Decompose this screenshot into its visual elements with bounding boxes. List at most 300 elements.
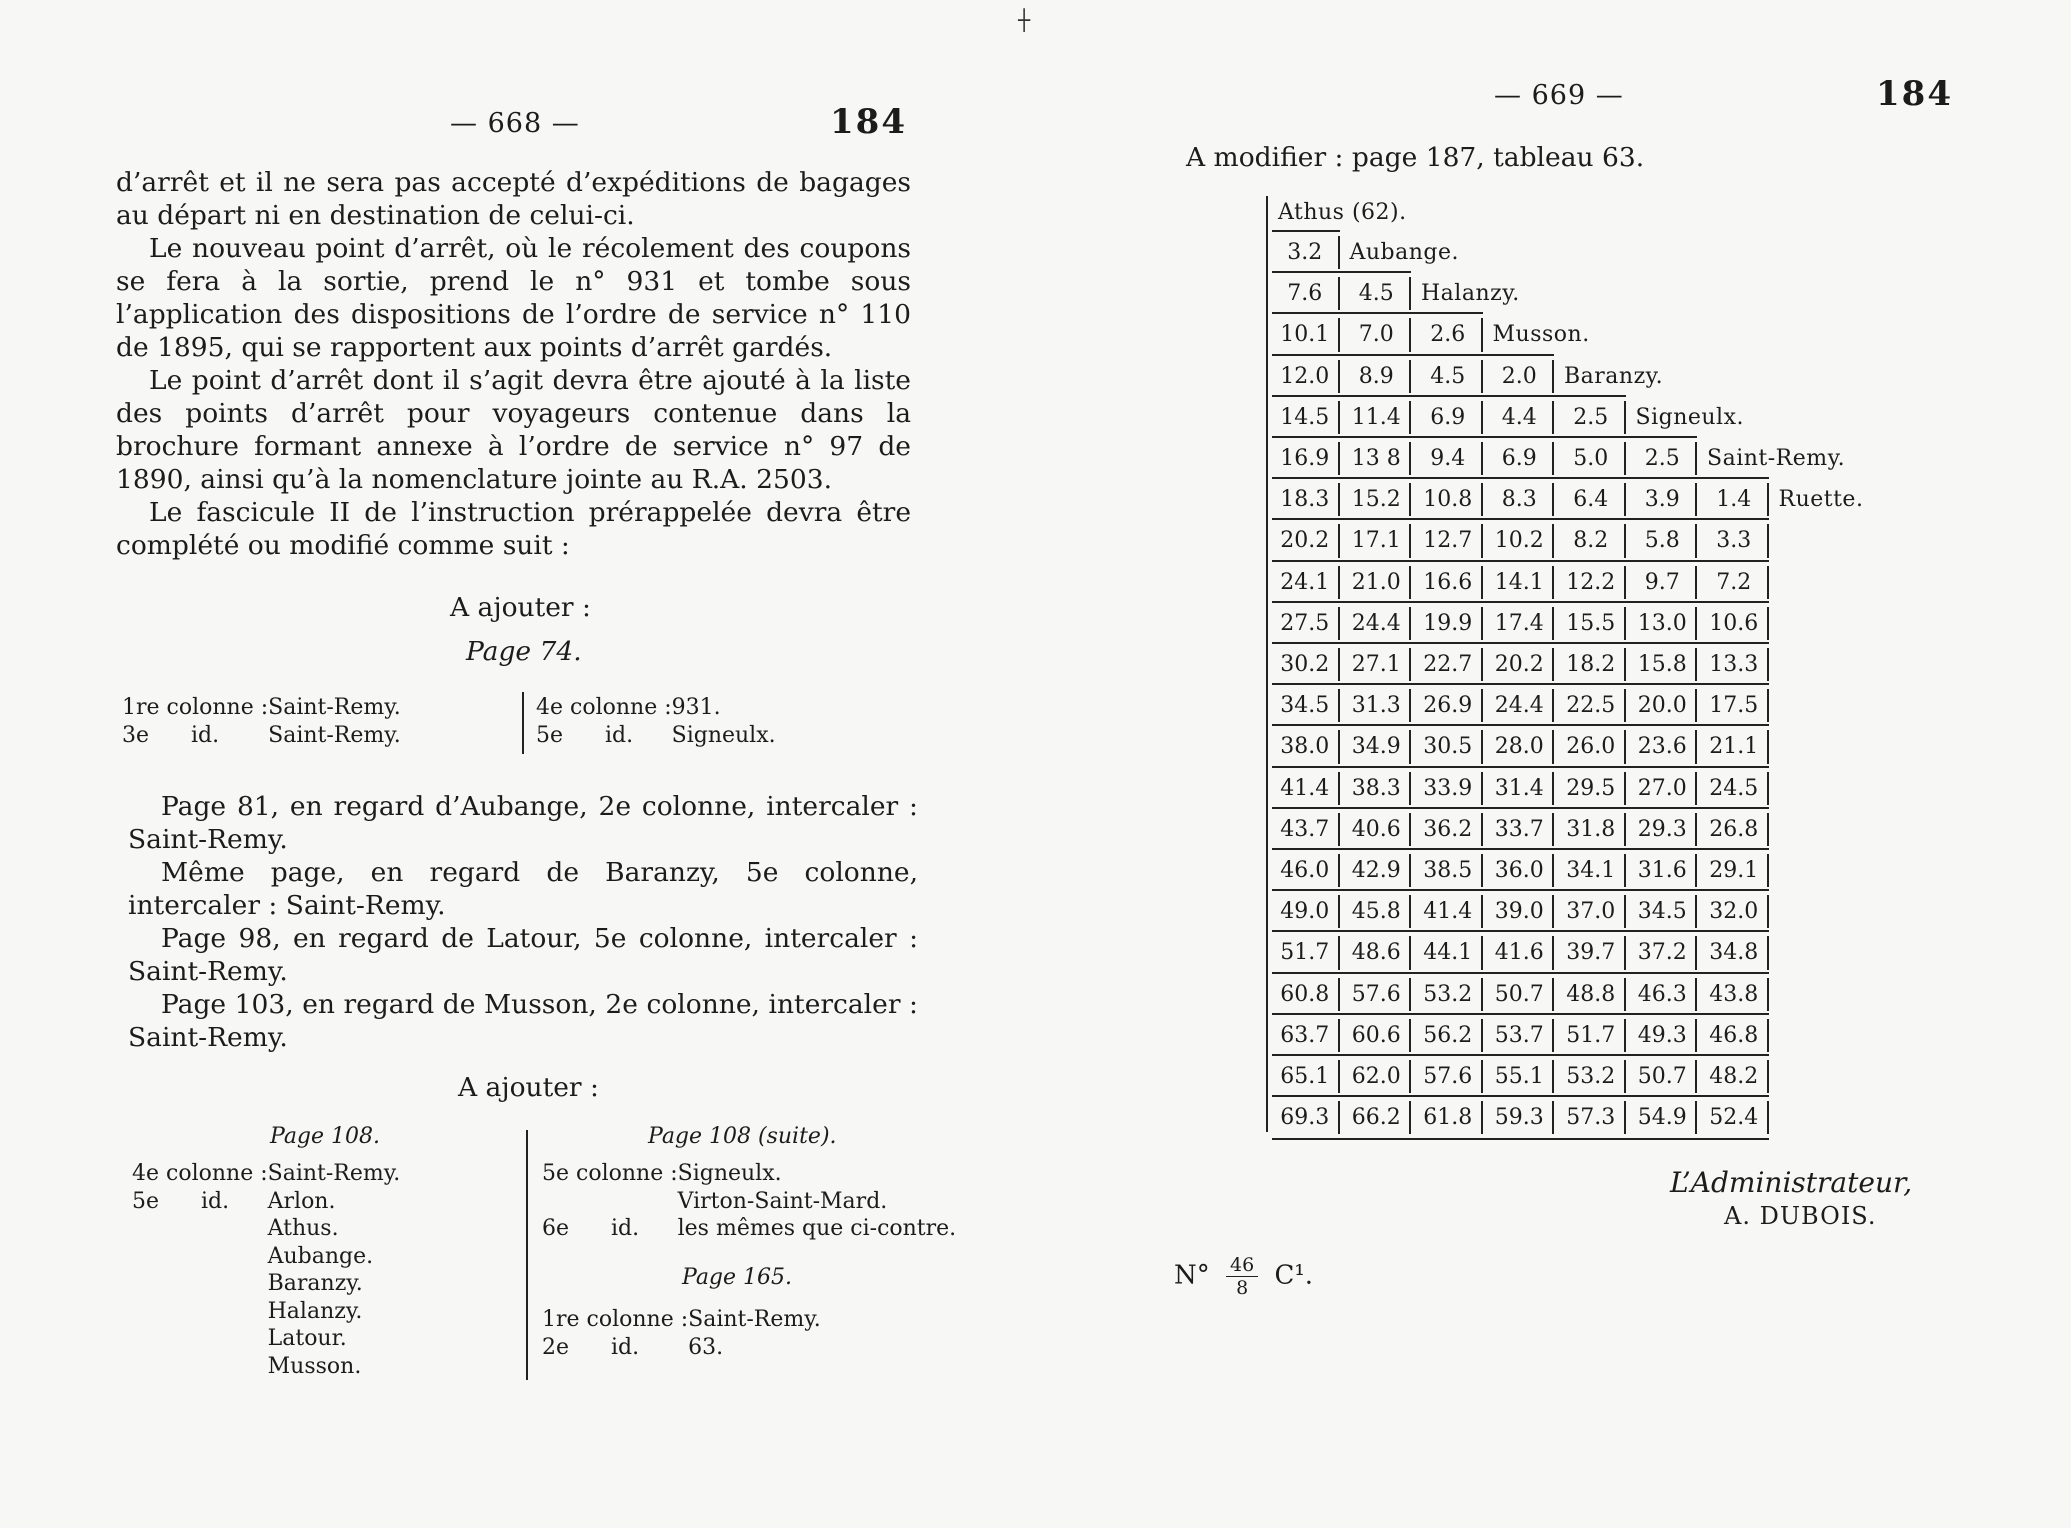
cell-rule bbox=[1767, 813, 1769, 846]
entry-value: Baranzy. bbox=[267, 1271, 363, 1296]
section2-heading: A ajouter : bbox=[458, 1072, 599, 1103]
cell-rule bbox=[1338, 936, 1340, 969]
distance-cell: 29.3 bbox=[1637, 816, 1687, 842]
right-doc-number: 184 bbox=[1876, 74, 1953, 114]
entry-table bbox=[542, 1306, 821, 1361]
distance-cell: 34.5 bbox=[1280, 693, 1330, 719]
entry-table bbox=[536, 694, 776, 749]
distance-cell: 41.4 bbox=[1280, 775, 1330, 801]
entry-column: 5e colonne : bbox=[542, 1161, 678, 1186]
distance-cell: 10.1 bbox=[1280, 322, 1330, 348]
cell-rule bbox=[1338, 483, 1340, 516]
distance-cell: 5.8 bbox=[1644, 528, 1680, 554]
cell-rule bbox=[1624, 524, 1626, 557]
distance-cell: 34.8 bbox=[1709, 940, 1759, 966]
distance-cell: 59.3 bbox=[1494, 1105, 1544, 1131]
distance-cell: 23.6 bbox=[1637, 734, 1687, 760]
row-rule bbox=[1272, 560, 1769, 562]
entry-value: Arlon. bbox=[267, 1188, 336, 1214]
cell-rule bbox=[1481, 978, 1483, 1011]
distance-cell: 49.3 bbox=[1637, 1022, 1687, 1048]
distance-cell: 42.9 bbox=[1351, 858, 1401, 883]
ref-fraction bbox=[1226, 1254, 1258, 1299]
distance-cell: 13.0 bbox=[1637, 610, 1687, 636]
cell-rule bbox=[1767, 566, 1769, 599]
cell-rule bbox=[1552, 1101, 1554, 1134]
cell-rule bbox=[1552, 772, 1554, 805]
cell-rule bbox=[1695, 895, 1697, 928]
row-rule bbox=[1272, 601, 1769, 603]
cell-rule bbox=[1624, 730, 1626, 763]
table-heading: A modifier : page 187, tableau 63. bbox=[1186, 142, 1645, 173]
distance-cell: 20.0 bbox=[1637, 693, 1687, 719]
distance-cell: 51.7 bbox=[1566, 1022, 1616, 1048]
distance-cell: 7.0 bbox=[1358, 322, 1394, 348]
row-rule bbox=[1272, 642, 1769, 644]
cell-rule bbox=[1409, 401, 1411, 434]
row-rule bbox=[1272, 1013, 1769, 1015]
distance-cell: 4.5 bbox=[1430, 363, 1466, 389]
distance-cell: 38.5 bbox=[1423, 858, 1473, 883]
entry-column: 4e colonne : bbox=[536, 695, 672, 720]
paragraph: d’arrêt et il ne sera pas accepté d’expéditions de bagages au départ ni en destination de celui-ci. bbox=[116, 167, 911, 231]
table-border-left bbox=[1266, 196, 1268, 1132]
distance-cell: 12.0 bbox=[1280, 363, 1330, 389]
distance-cell: 26.8 bbox=[1709, 816, 1759, 842]
entry-value: Saint-Remy. bbox=[268, 695, 401, 720]
paragraph: Le point d’arrêt dont il s’agit devra être ajouté à la liste des points d’arrêt pour voyageurs contenue dans la brochure formant annexe à l’ordre de service n° 97 de 1890, ainsi qu’à la nomenclature jointe au R.A. 2503. bbox=[116, 365, 911, 495]
entry-value: Latour. bbox=[267, 1326, 347, 1351]
distance-cell: 50.7 bbox=[1494, 981, 1544, 1007]
cell-rule bbox=[1552, 730, 1554, 763]
distance-cell: 7.6 bbox=[1287, 281, 1323, 307]
distance-cell: 60.6 bbox=[1351, 1022, 1401, 1048]
distance-cell: 5.0 bbox=[1573, 446, 1609, 471]
ref-numerator: 46 bbox=[1226, 1254, 1258, 1277]
distance-cell: 38.3 bbox=[1351, 775, 1401, 801]
cell-rule bbox=[1409, 442, 1411, 475]
distance-cell: 62.0 bbox=[1351, 1064, 1401, 1089]
row-rule bbox=[1272, 848, 1769, 850]
distance-cell: 19.9 bbox=[1423, 610, 1473, 636]
cell-rule bbox=[1767, 524, 1769, 557]
cell-rule bbox=[1338, 566, 1340, 599]
entry-row bbox=[542, 1215, 956, 1243]
signature-title: L’Administrateur, bbox=[1670, 1166, 1913, 1199]
section1-heading: A ajouter : bbox=[450, 592, 591, 623]
cell-rule bbox=[1481, 1060, 1483, 1093]
distance-cell: 31.8 bbox=[1566, 816, 1616, 842]
entry-value: Saint-Remy. bbox=[688, 1307, 821, 1332]
distance-cell: 2.5 bbox=[1644, 446, 1680, 471]
entry-row bbox=[542, 1334, 821, 1362]
cell-rule bbox=[1338, 318, 1340, 351]
cell-rule bbox=[1695, 566, 1697, 599]
distance-cell: 14.5 bbox=[1280, 404, 1330, 430]
distance-cell: 6.9 bbox=[1430, 404, 1466, 430]
cell-rule bbox=[1338, 524, 1340, 557]
cell-rule bbox=[1767, 854, 1769, 887]
intercaler-text bbox=[128, 790, 918, 1054]
row-rule bbox=[1272, 766, 1769, 768]
row-rule bbox=[1272, 312, 1483, 314]
cell-rule bbox=[1409, 360, 1411, 393]
cell-rule bbox=[1552, 401, 1554, 434]
entry-table bbox=[132, 1160, 400, 1380]
entry-column: 6e id. bbox=[542, 1216, 640, 1241]
row-rule bbox=[1272, 436, 1697, 438]
cell-rule bbox=[1409, 318, 1411, 351]
distance-cell: 48.2 bbox=[1709, 1064, 1759, 1089]
row-rule bbox=[1272, 230, 1340, 232]
row-rule bbox=[1272, 1054, 1769, 1056]
paragraph: Même page, en regard de Baranzy, 5e colonne, intercaler : Saint-Remy. bbox=[128, 857, 918, 921]
section2-divider bbox=[526, 1130, 528, 1380]
row-rule bbox=[1272, 807, 1769, 809]
distance-cell: 27.5 bbox=[1280, 610, 1330, 636]
distance-cell: 38.0 bbox=[1280, 734, 1330, 760]
row-rule bbox=[1272, 683, 1769, 685]
cell-rule bbox=[1552, 442, 1554, 475]
distance-cell: 69.3 bbox=[1280, 1105, 1330, 1131]
distance-cell: 46.8 bbox=[1709, 1022, 1759, 1048]
entry-column: 4e colonne : bbox=[132, 1161, 268, 1186]
station-name: Halanzy. bbox=[1421, 281, 1520, 307]
distance-cell: 11.4 bbox=[1351, 404, 1401, 430]
distance-cell: 57.6 bbox=[1351, 981, 1401, 1007]
distance-cell: 32.0 bbox=[1709, 899, 1759, 925]
cell-rule bbox=[1695, 1060, 1697, 1093]
distance-cell: 30.2 bbox=[1280, 652, 1330, 677]
distance-cell: 39.7 bbox=[1566, 940, 1616, 966]
cell-rule bbox=[1552, 607, 1554, 640]
distance-cell: 65.1 bbox=[1280, 1064, 1330, 1089]
distance-cell: 26.0 bbox=[1566, 734, 1616, 760]
distance-cell: 24.4 bbox=[1494, 693, 1544, 719]
cell-rule bbox=[1695, 648, 1697, 681]
station-name: Ruette. bbox=[1778, 487, 1864, 513]
cell-rule bbox=[1481, 895, 1483, 928]
cell-rule bbox=[1338, 895, 1340, 928]
distance-cell: 17.5 bbox=[1709, 693, 1759, 719]
distance-cell: 39.0 bbox=[1494, 899, 1544, 925]
distance-cell: 36.0 bbox=[1494, 858, 1544, 883]
entry-column bbox=[132, 1298, 268, 1326]
entry-column bbox=[132, 1353, 268, 1381]
cell-rule bbox=[1338, 607, 1340, 640]
distance-cell: 12.7 bbox=[1423, 528, 1473, 554]
cell-rule bbox=[1409, 607, 1411, 640]
distance-cell: 15.8 bbox=[1637, 652, 1687, 677]
entry-row bbox=[132, 1353, 400, 1381]
entry-value: Saint-Remy. bbox=[267, 1161, 401, 1186]
entry-value: Athus. bbox=[267, 1216, 339, 1241]
cell-rule bbox=[1481, 648, 1483, 681]
cell-rule bbox=[1624, 1060, 1626, 1093]
cell-rule bbox=[1552, 854, 1554, 887]
distance-cell: 16.9 bbox=[1280, 446, 1330, 471]
cell-rule bbox=[1409, 524, 1411, 557]
distance-cell: 3.3 bbox=[1716, 528, 1752, 554]
distance-cell: 15.2 bbox=[1351, 487, 1401, 513]
entry-row bbox=[132, 1160, 400, 1188]
entry-row bbox=[132, 1298, 400, 1326]
distance-cell: 40.6 bbox=[1351, 816, 1401, 842]
entry-row bbox=[536, 722, 776, 750]
distance-cell: 55.1 bbox=[1494, 1064, 1544, 1089]
cell-rule bbox=[1481, 854, 1483, 887]
entry-column: 5e id. bbox=[536, 722, 634, 748]
distance-cell: 21.0 bbox=[1351, 569, 1401, 595]
cell-rule bbox=[1338, 360, 1340, 393]
row-rule bbox=[1272, 518, 1769, 520]
entry-row bbox=[132, 1270, 400, 1298]
distance-cell: 8.2 bbox=[1573, 528, 1609, 554]
cell-rule bbox=[1695, 772, 1697, 805]
entry-value: 931. bbox=[671, 695, 721, 720]
distance-cell: 60.8 bbox=[1280, 981, 1330, 1007]
cell-rule bbox=[1767, 936, 1769, 969]
cell-rule bbox=[1338, 401, 1340, 434]
entry-value: Virton-Saint-Mard. bbox=[677, 1188, 888, 1214]
distance-cell: 21.1 bbox=[1709, 734, 1759, 760]
cell-rule bbox=[1695, 936, 1697, 969]
cell-rule bbox=[1481, 813, 1483, 846]
cell-rule bbox=[1409, 1101, 1411, 1134]
cell-rule bbox=[1695, 978, 1697, 1011]
distance-cell: 29.1 bbox=[1709, 858, 1759, 883]
distance-cell: 16.6 bbox=[1423, 569, 1473, 595]
entry-row bbox=[132, 1243, 400, 1271]
distance-cell: 20.2 bbox=[1494, 652, 1544, 677]
entry-row bbox=[132, 1215, 400, 1243]
distance-cell: 63.7 bbox=[1280, 1022, 1330, 1048]
cell-rule bbox=[1552, 689, 1554, 722]
cell-rule bbox=[1767, 730, 1769, 763]
cell-rule bbox=[1481, 689, 1483, 722]
cell-rule bbox=[1552, 483, 1554, 516]
row-rule bbox=[1272, 972, 1769, 974]
cell-rule bbox=[1338, 442, 1340, 475]
distance-cell: 37.0 bbox=[1566, 899, 1616, 925]
intro-text bbox=[116, 166, 911, 562]
cell-rule bbox=[1624, 978, 1626, 1011]
cell-rule bbox=[1552, 648, 1554, 681]
distance-cell: 24.1 bbox=[1280, 569, 1330, 595]
distance-cell: 15.5 bbox=[1566, 610, 1616, 636]
cell-rule bbox=[1624, 895, 1626, 928]
cell-rule bbox=[1481, 483, 1483, 516]
distance-cell: 49.0 bbox=[1280, 899, 1330, 925]
entry-column: 3e id. bbox=[122, 722, 220, 748]
distance-cell: 46.0 bbox=[1280, 858, 1330, 883]
crop-mark: ┼ bbox=[1018, 8, 1031, 32]
cell-rule bbox=[1338, 1019, 1340, 1052]
paragraph: Le nouveau point d’arrêt, où le récolement des coupons se fera à la sortie, prend le n° 931 et tombe sous l’application des dispositions de l’ordre de service n° 110 de 1895, qui se rapportent aux points d’arrêt gardés. bbox=[116, 233, 911, 363]
distance-cell: 41.6 bbox=[1494, 940, 1544, 966]
entry-value: Signeulx. bbox=[671, 722, 776, 748]
distance-cell: 33.7 bbox=[1494, 816, 1544, 842]
cell-rule bbox=[1409, 936, 1411, 969]
entry-column: 1re colonne : bbox=[542, 1307, 689, 1332]
cell-rule bbox=[1481, 442, 1483, 475]
entry-row bbox=[122, 722, 401, 750]
cell-rule bbox=[1409, 772, 1411, 805]
cell-rule bbox=[1624, 772, 1626, 805]
cell-rule bbox=[1695, 854, 1697, 887]
cell-rule bbox=[1624, 813, 1626, 846]
section1-right-entries bbox=[536, 694, 776, 749]
distance-cell: 6.9 bbox=[1501, 446, 1537, 471]
cell-rule bbox=[1552, 978, 1554, 1011]
cell-rule bbox=[1481, 401, 1483, 434]
station-name: Saint-Remy. bbox=[1707, 446, 1846, 471]
cell-rule bbox=[1481, 318, 1483, 351]
cell-rule bbox=[1338, 1101, 1340, 1134]
cell-rule bbox=[1767, 689, 1769, 722]
distance-cell: 34.5 bbox=[1637, 899, 1687, 925]
row-rule bbox=[1272, 930, 1769, 932]
cell-rule bbox=[1338, 978, 1340, 1011]
cell-rule bbox=[1409, 730, 1411, 763]
distance-cell: 46.3 bbox=[1637, 981, 1687, 1007]
row-rule bbox=[1272, 477, 1769, 479]
paragraph: Page 81, en regard d’Aubange, 2e colonne, intercaler : Saint-Remy. bbox=[128, 791, 918, 855]
entry-value: Signeulx. bbox=[677, 1161, 782, 1186]
entry-column bbox=[542, 1188, 678, 1216]
right-page-number: — 669 — bbox=[1494, 80, 1624, 111]
distance-cell: 34.1 bbox=[1566, 858, 1616, 883]
cell-rule bbox=[1409, 978, 1411, 1011]
distance-cell: 53.2 bbox=[1423, 981, 1473, 1007]
distance-cell: 2.0 bbox=[1501, 363, 1537, 389]
distance-cell: 13 8 bbox=[1351, 446, 1401, 471]
distance-cell: 57.3 bbox=[1566, 1105, 1616, 1131]
cell-rule bbox=[1624, 483, 1626, 516]
section1-left-entries bbox=[122, 694, 401, 749]
distance-cell: 3.2 bbox=[1287, 240, 1323, 265]
distance-cell: 14.1 bbox=[1494, 569, 1544, 595]
cell-rule bbox=[1338, 236, 1340, 269]
cell-rule bbox=[1695, 483, 1697, 516]
cell-rule bbox=[1767, 607, 1769, 640]
cell-rule bbox=[1552, 1060, 1554, 1093]
entry-column: 1re colonne : bbox=[122, 695, 269, 720]
distance-cell: 24.4 bbox=[1351, 610, 1401, 636]
cell-rule bbox=[1624, 854, 1626, 887]
distance-cell: 66.2 bbox=[1351, 1105, 1401, 1131]
distance-cell: 48.8 bbox=[1566, 981, 1616, 1007]
distance-cell: 17.1 bbox=[1351, 528, 1401, 554]
distance-cell: 2.6 bbox=[1430, 322, 1466, 348]
cell-rule bbox=[1481, 772, 1483, 805]
cell-rule bbox=[1767, 772, 1769, 805]
cell-rule bbox=[1695, 730, 1697, 763]
entry-row bbox=[542, 1188, 956, 1216]
entry-column bbox=[132, 1215, 268, 1243]
entry-column: 5e id. bbox=[132, 1188, 230, 1214]
distance-cell: 26.9 bbox=[1423, 693, 1473, 719]
cell-rule bbox=[1624, 1019, 1626, 1052]
cell-rule bbox=[1409, 689, 1411, 722]
entry-value: Musson. bbox=[267, 1353, 362, 1379]
distance-cell: 4.5 bbox=[1358, 281, 1394, 307]
section2-right-title: Page 108 (suite). bbox=[648, 1124, 837, 1149]
distance-cell: 61.8 bbox=[1423, 1105, 1473, 1131]
cell-rule bbox=[1624, 566, 1626, 599]
cell-rule bbox=[1409, 1060, 1411, 1093]
distance-cell: 31.4 bbox=[1494, 775, 1544, 801]
entry-row bbox=[536, 694, 776, 722]
distance-cell: 36.2 bbox=[1423, 816, 1473, 842]
paragraph: Le fascicule II de l’instruction prérappelée devra être complété ou modifié comme suit : bbox=[116, 497, 911, 561]
row-rule bbox=[1272, 271, 1411, 273]
distance-cell: 1.4 bbox=[1716, 487, 1752, 513]
cell-rule bbox=[1552, 524, 1554, 557]
cell-rule bbox=[1624, 607, 1626, 640]
signature-name: A. DUBOIS. bbox=[1724, 1202, 1877, 1230]
row-rule bbox=[1272, 1095, 1769, 1097]
reference-number bbox=[1174, 1254, 1313, 1299]
entry-table bbox=[542, 1160, 956, 1243]
ref-prefix: N° bbox=[1174, 1260, 1210, 1291]
cell-rule bbox=[1409, 648, 1411, 681]
cell-rule bbox=[1624, 936, 1626, 969]
distance-table bbox=[1266, 196, 1864, 1136]
cell-rule bbox=[1552, 936, 1554, 969]
station-name: Athus (62). bbox=[1278, 200, 1407, 225]
cell-rule bbox=[1624, 442, 1626, 475]
distance-cell: 10.2 bbox=[1494, 528, 1544, 554]
distance-cell: 31.6 bbox=[1637, 858, 1687, 883]
distance-cell: 20.2 bbox=[1280, 528, 1330, 554]
distance-cell: 10.6 bbox=[1709, 610, 1759, 636]
distance-cell: 22.5 bbox=[1566, 693, 1616, 719]
entry-row bbox=[542, 1160, 956, 1188]
cell-rule bbox=[1767, 895, 1769, 928]
cell-rule bbox=[1552, 813, 1554, 846]
distance-cell: 43.7 bbox=[1280, 816, 1330, 842]
distance-cell: 53.7 bbox=[1494, 1022, 1544, 1048]
distance-cell: 4.4 bbox=[1501, 404, 1537, 430]
cell-rule bbox=[1767, 1060, 1769, 1093]
left-doc-number: 184 bbox=[830, 102, 907, 142]
distance-cell: 6.4 bbox=[1573, 487, 1609, 513]
cell-rule bbox=[1552, 566, 1554, 599]
cell-rule bbox=[1624, 648, 1626, 681]
cell-rule bbox=[1695, 607, 1697, 640]
distance-cell: 17.4 bbox=[1494, 610, 1544, 636]
cell-rule bbox=[1481, 524, 1483, 557]
distance-cell: 29.5 bbox=[1566, 775, 1616, 801]
distance-cell: 9.4 bbox=[1430, 446, 1466, 471]
station-name: Baranzy. bbox=[1564, 363, 1664, 389]
cell-rule bbox=[1338, 277, 1340, 310]
distance-cell: 45.8 bbox=[1351, 899, 1401, 925]
cell-rule bbox=[1481, 566, 1483, 599]
entry-column bbox=[132, 1270, 268, 1298]
cell-rule bbox=[1338, 648, 1340, 681]
distance-cell: 57.6 bbox=[1423, 1064, 1473, 1089]
distance-cell: 44.1 bbox=[1423, 940, 1473, 966]
station-name: Signeulx. bbox=[1635, 404, 1744, 430]
cell-rule bbox=[1409, 895, 1411, 928]
cell-rule bbox=[1552, 895, 1554, 928]
distance-cell: 12.2 bbox=[1566, 569, 1616, 595]
distance-cell: 30.5 bbox=[1423, 734, 1473, 760]
distance-cell: 18.3 bbox=[1280, 487, 1330, 513]
row-rule bbox=[1272, 395, 1626, 397]
